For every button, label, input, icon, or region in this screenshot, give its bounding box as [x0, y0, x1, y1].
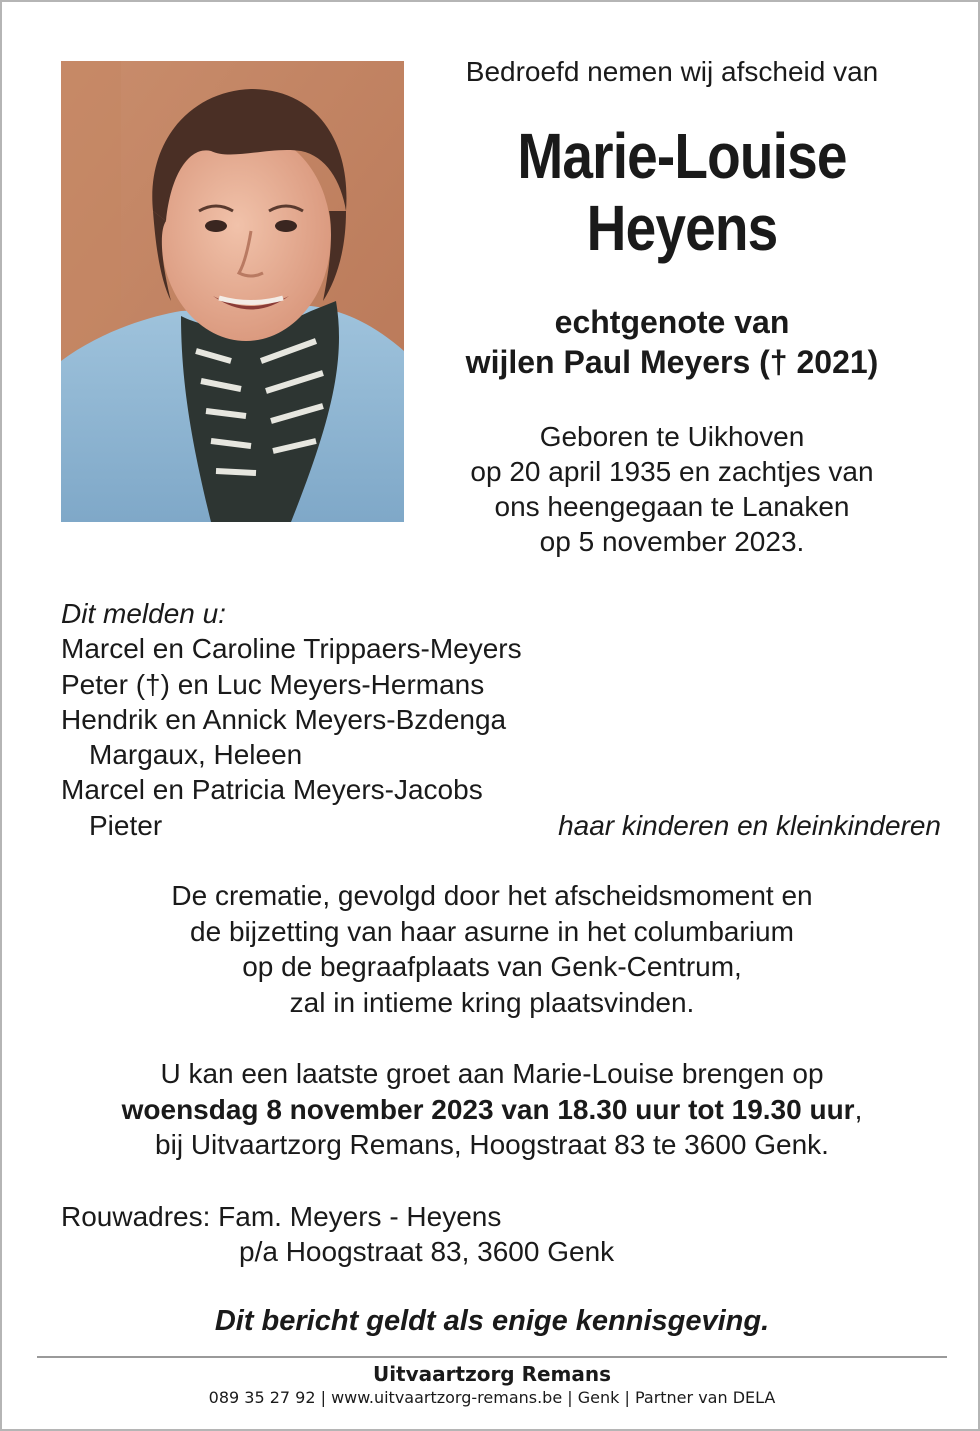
family-list — [61, 596, 941, 843]
portrait-illustration — [61, 61, 404, 522]
family-member: Hendrik en Annick Meyers-Bzdenga — [61, 703, 507, 735]
mourning-address-line-2: p/a Hoogstraat 83, 3600 Genk — [239, 1236, 615, 1267]
deceased-name — [467, 120, 897, 264]
portrait-photo — [61, 61, 404, 522]
visit-line-2 — [22, 1092, 962, 1128]
visit-block — [22, 1056, 962, 1163]
family-member: Marcel en Caroline Trippaers-Meyers — [61, 633, 522, 665]
deceased-last-name: Heyens — [586, 192, 778, 264]
family-member: Peter (†) en Luc Meyers-Hermans — [61, 668, 485, 700]
birth-line: ons heengegaan te Lanaken — [494, 491, 850, 522]
birth-line: Geboren te Uikhoven — [539, 421, 805, 452]
mourning-address: Rouwadres: Fam. Meyers - Heyens — [61, 1201, 502, 1232]
visit-line-1: U kan een laatste groet aan Marie-Louise brengen op — [160, 1058, 824, 1089]
spouse-line-2: wijlen Paul Meyers († 2021) — [465, 344, 879, 380]
footer-divider — [37, 1356, 947, 1358]
family-last-row — [61, 808, 941, 843]
intro-text: Bedroefd nemen wij afscheid van — [465, 56, 879, 87]
ceremony-line: De crematie, gevolgd door het afscheidsmoment en — [171, 880, 813, 911]
visit-comma: , — [854, 1093, 863, 1125]
ceremony-line: de bijzetting van haar asurne in het columbarium — [190, 915, 794, 947]
birth-line: op 20 april 1935 en zachtjes van — [470, 456, 874, 487]
visit-datetime: woensdag 8 november 2023 van 18.30 uur tot 19.30 uur — [121, 1093, 855, 1125]
ceremony-block — [42, 878, 942, 1020]
grandchildren: Margaux, Heleen — [89, 739, 303, 771]
notice-text: Dit bericht geldt als enige kennisgeving. — [214, 1305, 770, 1337]
footer-details: 089 35 27 92 | www.uitvaartzorg-remans.be | Genk | Partner van DELA — [208, 1388, 776, 1407]
grandchildren: Pieter — [89, 809, 163, 841]
deceased-first-name: Marie-Louise — [517, 120, 847, 192]
footer-company: Uitvaartzorg Remans — [372, 1362, 612, 1386]
visit-line-3: bij Uitvaartzorg Remans, Hoogstraat 83 te 3600 Genk. — [155, 1129, 829, 1160]
family-heading: Dit melden u: — [61, 598, 226, 629]
birth-line: op 5 november 2023. — [539, 526, 805, 557]
family-member: Marcel en Patricia Meyers-Jacobs — [61, 774, 483, 806]
ceremony-line: zal in intieme kring plaatsvinden. — [289, 986, 695, 1018]
birth-death-block — [432, 419, 912, 559]
spouse-block — [422, 302, 922, 382]
family-signature: haar kinderen en kleinkinderen — [558, 809, 941, 841]
ceremony-line: op de begraafplaats van Genk-Centrum, — [242, 951, 742, 982]
spouse-line-1: echtgenote van — [554, 304, 790, 340]
